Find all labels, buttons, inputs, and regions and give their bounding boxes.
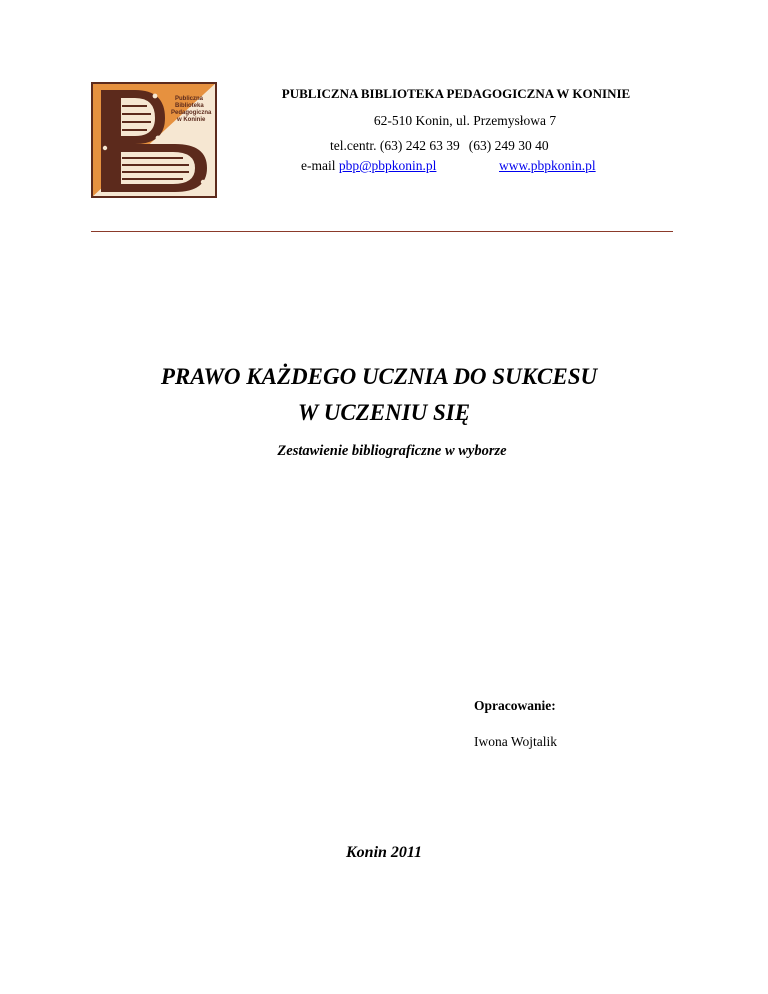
place-year: Konin 2011	[346, 844, 423, 861]
institution-address: 62-510 Konin, ul. Przemysłowa 7	[373, 113, 557, 128]
phone-second: (63) 249 30 40	[468, 138, 549, 153]
institution-phones	[330, 138, 549, 154]
library-logo	[91, 82, 217, 198]
logo-dot	[153, 94, 158, 99]
phone-central: tel.centr. (63) 242 63 39	[330, 138, 460, 153]
logo-text-line: w Koninie	[177, 117, 206, 123]
logo-dot	[156, 136, 161, 141]
logo-dot	[201, 180, 205, 184]
email-line	[301, 158, 436, 174]
author-label: Opracowanie:	[474, 698, 556, 713]
document-title-line-2: W UCZENIU SIĘ	[297, 400, 471, 425]
logo-text-line: Publiczna	[175, 96, 204, 102]
library-logo-icon	[91, 82, 217, 198]
logo-dot	[103, 146, 107, 150]
website-link[interactable]: www.pbpkonin.pl	[499, 158, 596, 173]
author-name: Iwona Wojtalik	[474, 734, 558, 749]
header-divider	[91, 231, 673, 232]
logo-text-line: Pedagogiczna	[171, 110, 212, 116]
logo-text-line: Biblioteka	[175, 103, 204, 109]
email-link[interactable]: pbp@pbpkonin.pl	[338, 158, 437, 173]
document-subtitle: Zestawienie bibliograficzne w wyborze	[277, 443, 507, 459]
email-label: e-mail	[301, 158, 339, 173]
document-title-line-1: PRAWO KAŻDEGO UCZNIA DO SUKCESU	[160, 364, 598, 389]
institution-name: PUBLICZNA BIBLIOTEKA PEDAGOGICZNA W KONINIE	[281, 86, 631, 101]
